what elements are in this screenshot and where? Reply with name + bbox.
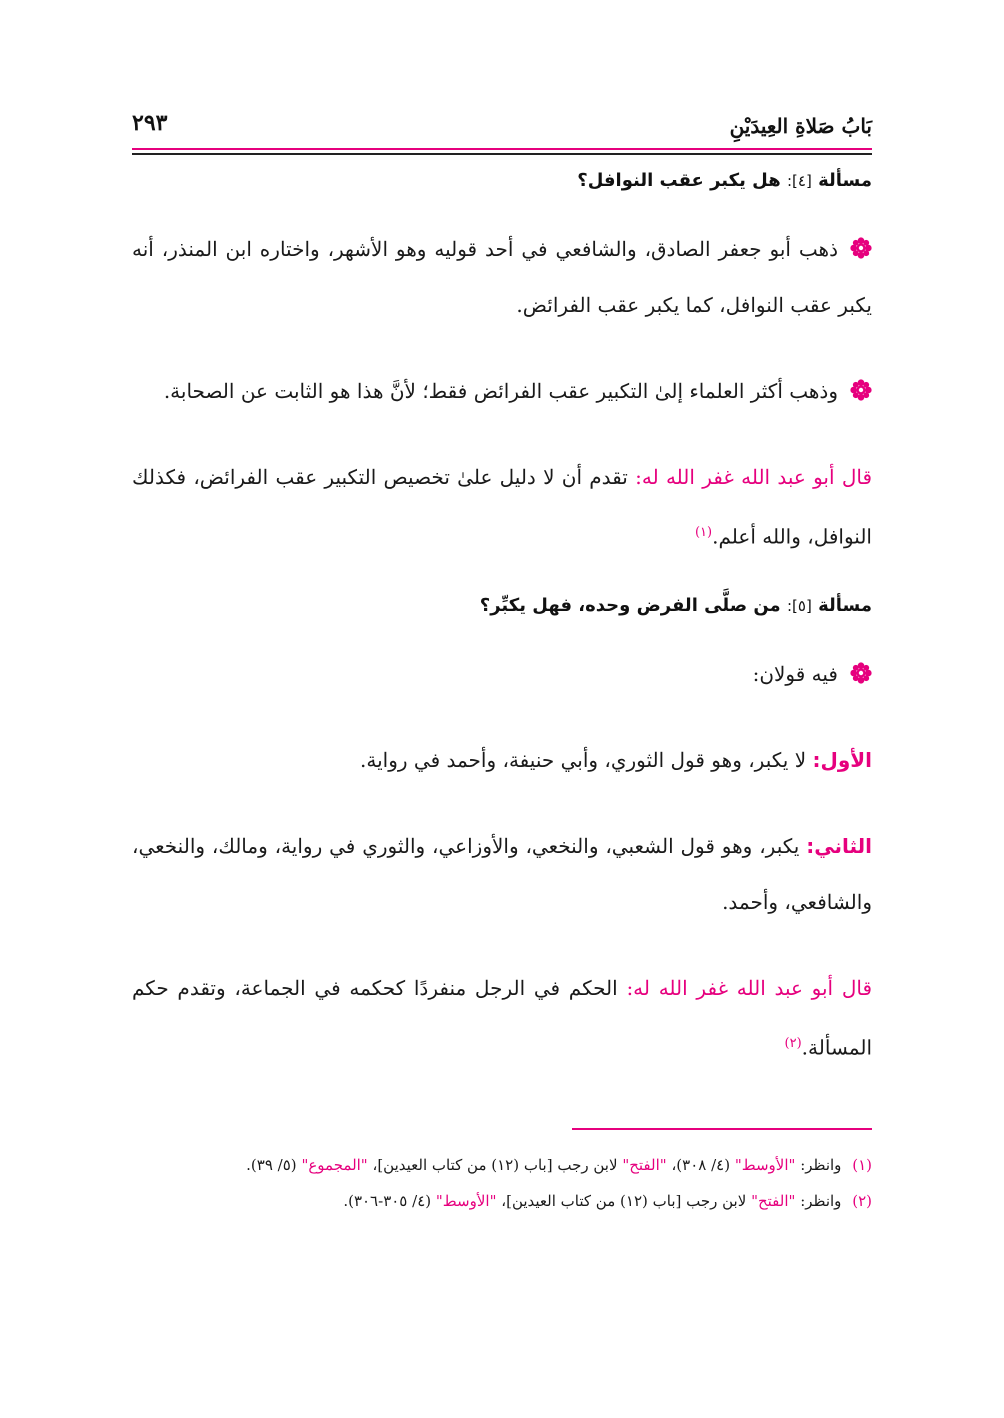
author-comment-1 [132, 449, 872, 565]
footnote-separator [572, 1128, 872, 1130]
footnote-source: "الأوسط" [435, 1192, 497, 1210]
question-number: [٥]: [786, 596, 812, 615]
footnotes [132, 1150, 872, 1222]
comment-text: تقدم أن لا دليل علىٰ تخصيص التكبير عقب الفرائض، فكذلك النوافل، والله أعلم. [132, 465, 872, 549]
paragraph-text: وذهب أكثر العلماء إلىٰ التكبير عقب الفرائض فقط؛ لأنَّ هذا هو الثابت عن الصحابة. [163, 379, 838, 403]
footnote-text: (٤/ ٣٠٨)، [671, 1156, 731, 1174]
chapter-title: بَابُ صَلاةِ العِيدَيْنِ [729, 114, 872, 138]
author-attribution: قال أبو عبد الله غفر الله له: [626, 975, 873, 1000]
question-5-heading [132, 595, 872, 616]
opinion-second [132, 818, 872, 930]
flower-bullet-icon [850, 662, 872, 684]
question-label: مسألة [818, 170, 872, 191]
footnote-text: لابن رجب [باب (١٢) من كتاب العيدين]، [372, 1156, 618, 1174]
footnote-text: وانظر: [800, 1192, 842, 1210]
question-label: مسألة [818, 594, 872, 616]
footnote-text: وانظر: [800, 1156, 842, 1174]
opinion-label: الأول: [812, 747, 872, 772]
footnote-text: (٥/ ٣٩). [246, 1156, 297, 1174]
opinion-label: الثاني: [806, 833, 872, 858]
paragraph-text: ذهب أبو جعفر الصادق، والشافعي في أحد قوليه وهو الأشهر، واختاره ابن المنذر، أنه يكبر عقب النوافل، كما يكبر عقب الفرائض. [132, 237, 872, 317]
question-number: [٤]: [786, 172, 812, 190]
header-rule-pink [132, 148, 872, 150]
footnote-source: "الفتح" [751, 1192, 796, 1210]
footnote-source: "المجموع" [301, 1156, 368, 1174]
author-attribution: قال أبو عبد الله غفر الله له: [635, 465, 873, 489]
paragraph-text: فيه قولان: [752, 661, 838, 686]
question-4-heading [132, 170, 872, 191]
comment-text: الحكم في الرجل منفردًا كحكمه في الجماعة، وتقدم حكم المسألة. [132, 975, 872, 1060]
footnote-text: (٤/ ٣٠٥-٣٠٦). [343, 1192, 432, 1210]
opinion-first [132, 732, 872, 788]
opinion-text: يكبر، وهو قول الشعبي، والنخعي، والأوزاعي، والثوري في رواية، ومالك، والنخعي، والشافعي، وأحمد. [132, 833, 872, 914]
paragraph-1 [132, 221, 872, 333]
flower-bullet-icon [850, 379, 872, 401]
question-text: هل يكبر عقب النوافل؟ [577, 170, 781, 191]
footnote-2 [132, 1186, 872, 1216]
footnote-number: (١) [852, 1156, 872, 1174]
author-comment-2 [132, 960, 872, 1076]
flower-bullet-icon [850, 237, 872, 259]
book-page [132, 100, 872, 1105]
opinion-text: لا يكبر، وهو قول الثوري، وأبي حنيفة، وأحمد في رواية. [360, 747, 807, 772]
footnote-number: (٢) [852, 1192, 872, 1210]
footnote-ref-1[interactable]: (١) [694, 525, 713, 540]
paragraph-2 [132, 363, 872, 419]
footnote-source: "الأوسط" [734, 1156, 796, 1174]
footnote-1 [132, 1150, 872, 1180]
page-body [132, 152, 872, 1075]
question-text: من صلَّى الفرض وحده، فهل يكبِّر؟ [479, 594, 781, 616]
page-number: ٢٩٣ [132, 110, 168, 136]
paragraph-4 [132, 646, 872, 702]
footnote-source: "الفتح" [622, 1156, 667, 1174]
footnote-ref-2[interactable]: (٢) [784, 1035, 802, 1051]
running-header [132, 100, 872, 152]
footnote-text: لابن رجب [باب (١٢) من كتاب العيدين]، [501, 1192, 747, 1210]
